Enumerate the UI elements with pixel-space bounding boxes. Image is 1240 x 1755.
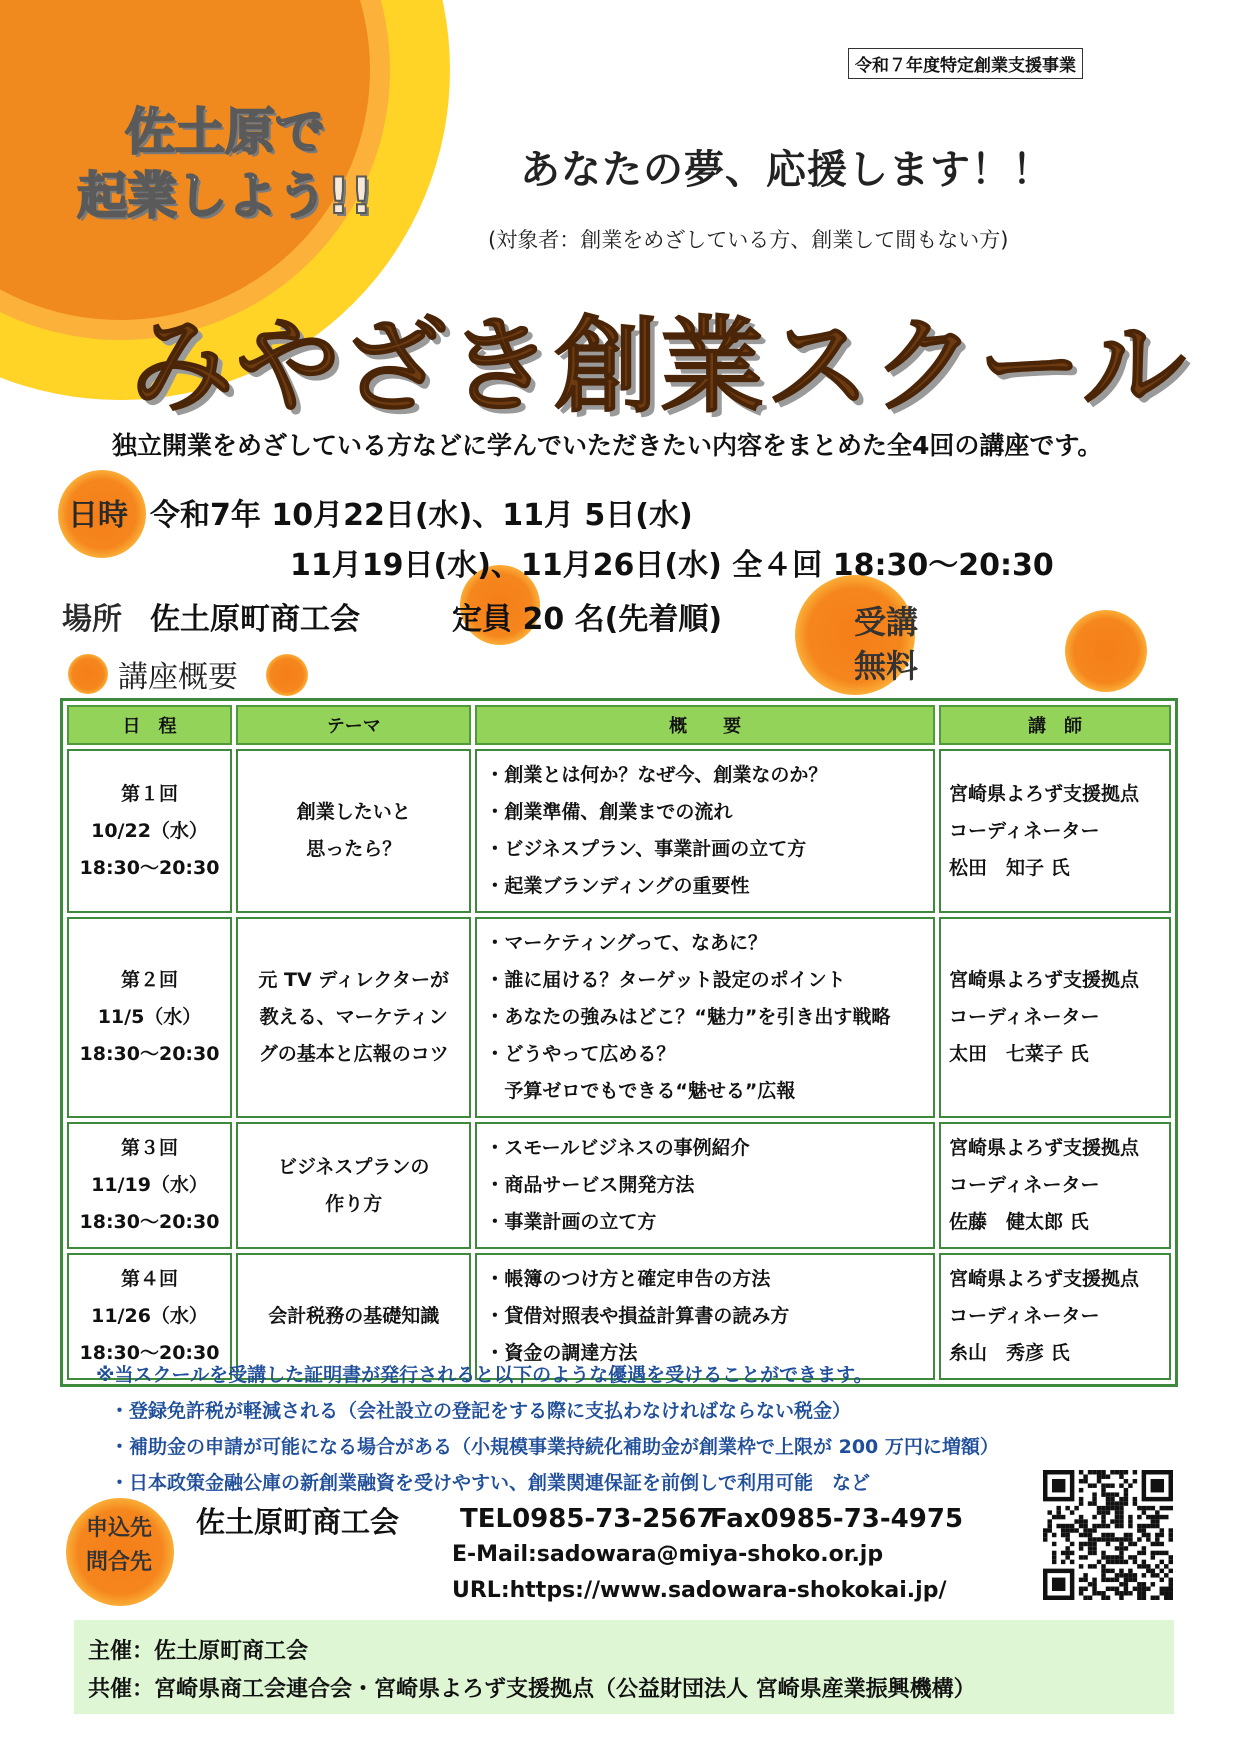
table-row <box>67 749 1171 913</box>
session-lecturer <box>939 1253 1171 1380</box>
benefit-item: ・日本政策金融公庫の新創業融資を受けやすい、創業関連保証を前倒しで利用可能 など <box>110 1472 871 1494</box>
lecturer-name: 太田 七菜子 氏 <box>948 1043 1089 1065</box>
page-title: みやざき創業スクール <box>130 305 1188 427</box>
sun-title-line-2: 起業しよう!! <box>77 167 373 225</box>
theme-line: ビジネスプランの <box>277 1155 430 1178</box>
session-lecturer <box>939 749 1171 913</box>
outline-item: ・商品サービス開発方法 <box>485 1174 695 1196</box>
session-day: 11/19（水） <box>91 1174 208 1196</box>
outline-item: ・あなたの強みはどこ？“魅力”を引き出す戦略 <box>485 1006 891 1028</box>
datetime-line-2: 11月19日(水)、11月26日(水) 全４回 18:30～20:30 <box>290 548 1054 583</box>
lecturer-org: 宮崎県よろず支援拠点 <box>948 1137 1139 1159</box>
benefit-note: ※当スクールを受講した証明書が発行されると以下のような優遇を受けることができます。 <box>96 1364 873 1386</box>
footer-box <box>74 1620 1174 1714</box>
free-badge <box>826 600 946 688</box>
catchphrase: あなたの夢、応援します！！ <box>520 147 1053 193</box>
session-outline <box>475 917 935 1118</box>
header-outline: 概 要 <box>475 705 935 745</box>
session-lecturer <box>939 917 1171 1118</box>
free-badge-line-1: 受講 <box>853 603 918 641</box>
free-badge-line-2: 無料 <box>853 647 918 685</box>
outline-item: ・スモールビジネスの事例紹介 <box>485 1137 750 1159</box>
datetime-label: 日時 <box>68 498 128 533</box>
session-number: 第４回 <box>121 1268 179 1290</box>
capacity: 定員 20 名(先着順) <box>452 602 723 637</box>
session-date <box>67 749 232 913</box>
contact-fax: Fax0985-73-4975 <box>710 1504 964 1534</box>
theme-line: 創業したいと <box>296 801 411 823</box>
session-date <box>67 917 232 1118</box>
orange-dot-icon <box>266 654 308 696</box>
outline-item: ・どうやって広める？ <box>485 1043 676 1065</box>
theme-line: 作り方 <box>325 1192 383 1215</box>
session-number: 第３回 <box>121 1137 179 1159</box>
table-row <box>67 917 1171 1118</box>
session-day: 11/5（水） <box>97 1006 202 1028</box>
outline-item: ・事業計画の立て方 <box>485 1211 657 1233</box>
theme-line: 元 TV ディレクターが <box>258 969 450 991</box>
session-theme <box>236 1122 471 1249</box>
table-header-row <box>67 705 1171 745</box>
benefit-item: ・登録免許税が軽減される（会社設立の登記をする際に支払わなければならない税金） <box>110 1400 852 1422</box>
contact-label-line-2: 問合先 <box>85 1550 152 1575</box>
outline-item: ・帳簿のつけ方と確定申告の方法 <box>485 1268 771 1290</box>
outline-item: ・ビジネスプラン、事業計画の立て方 <box>485 838 807 860</box>
orange-dot-icon <box>1065 610 1147 692</box>
contact-email[interactable]: E-Mail:sadowara@miya-shoko.or.jp <box>452 1542 884 1567</box>
session-date <box>67 1122 232 1249</box>
session-time: 18:30～20:30 <box>79 1211 220 1233</box>
outline-item: ・誰に届ける？ターゲット設定のポイント <box>485 969 846 991</box>
session-lecturer <box>939 1122 1171 1249</box>
theme-line: 教える、マーケティン <box>259 1006 448 1028</box>
session-day: 10/22（水） <box>91 819 208 842</box>
session-time: 18:30～20:30 <box>79 1342 220 1364</box>
place-value: 佐土原町商工会 <box>150 602 360 637</box>
header-theme: テーマ <box>236 705 471 745</box>
orange-dot-icon <box>68 654 108 694</box>
contact-label-line-1: 申込先 <box>85 1516 152 1541</box>
lecturer-role: コーディネーター <box>948 1305 1100 1327</box>
outline-title: 講座概要 <box>118 660 238 695</box>
lecturer-role: コーディネーター <box>948 1174 1100 1196</box>
sun-title <box>40 100 410 228</box>
table-row <box>67 1122 1171 1249</box>
contact-url[interactable]: URL:https://www.sadowara-shokokai.jp/ <box>452 1578 947 1603</box>
session-theme <box>236 917 471 1118</box>
header-date: 日 程 <box>67 705 232 745</box>
sun-title-line-1: 佐土原で <box>125 103 325 161</box>
lecturer-role: コーディネーター <box>948 819 1100 842</box>
contact-org: 佐土原町商工会 <box>196 1505 400 1539</box>
session-outline <box>475 749 935 913</box>
footer-host: 主催：佐土原町商工会 <box>88 1639 309 1664</box>
outline-item: 予算ゼロでもできる“魅せる”広報 <box>485 1080 796 1102</box>
session-number: 第２回 <box>121 969 179 991</box>
session-theme <box>236 749 471 913</box>
outline-item: ・資金の調達方法 <box>485 1342 638 1364</box>
target-audience: (対象者：創業をめざしている方、創業して間もない方) <box>488 228 1009 252</box>
outline-item: ・マーケティングって、なあに？ <box>485 932 767 954</box>
session-time: 18:30～20:30 <box>79 856 220 879</box>
theme-line: 会計税務の基礎知識 <box>268 1305 440 1327</box>
program-badge: 令和７年度特定創業支援事業 <box>848 48 1083 79</box>
outline-item: ・創業準備、創業までの流れ <box>485 801 733 823</box>
place-label: 場所 <box>62 602 122 637</box>
contact-label <box>72 1512 166 1580</box>
session-time: 18:30～20:30 <box>79 1043 220 1065</box>
lecturer-org: 宮崎県よろず支援拠点 <box>948 782 1139 805</box>
lecturer-name: 糸山 秀彦 氏 <box>948 1342 1070 1364</box>
outline-item: ・創業とは何か？なぜ今、創業なのか？ <box>485 764 828 786</box>
session-number: 第１回 <box>121 782 179 805</box>
outline-item: ・起業ブランディングの重要性 <box>485 875 750 897</box>
session-day: 11/26（水） <box>91 1305 208 1327</box>
lecturer-name: 佐藤 健太郎 氏 <box>948 1211 1089 1233</box>
theme-line: グの基本と広報のコツ <box>258 1043 449 1065</box>
lecturer-org: 宮崎県よろず支援拠点 <box>948 969 1139 991</box>
intro-text: 独立開業をめざしている方などに学んでいただきたい内容をまとめた全4回の講座です。 <box>112 431 1103 460</box>
theme-line: 思ったら？ <box>306 838 402 860</box>
header-lecturer: 講 師 <box>939 705 1171 745</box>
footer-cohost: 共催：宮崎県商工会連合会・宮崎県よろず支援拠点（公益財団法人 宮崎県産業振興機構） <box>88 1677 976 1702</box>
session-outline <box>475 1122 935 1249</box>
lecturer-org: 宮崎県よろず支援拠点 <box>948 1268 1139 1290</box>
benefit-item: ・補助金の申請が可能になる場合がある（小規模事業持続化補助金が創業枠で上限が 200 万円に増額） <box>110 1436 999 1458</box>
contact-tel: TEL0985-73-2567 <box>460 1504 715 1534</box>
lecturer-name: 松田 知子 氏 <box>948 856 1070 879</box>
lecturer-role: コーディネーター <box>948 1006 1100 1028</box>
course-table <box>60 698 1178 1387</box>
datetime-line-1: 令和7年 10月22日(水)、11月 5日(水) <box>150 498 693 533</box>
outline-item: ・貸借対照表や損益計算書の読み方 <box>485 1305 790 1327</box>
qr-code-icon <box>1043 1470 1173 1600</box>
